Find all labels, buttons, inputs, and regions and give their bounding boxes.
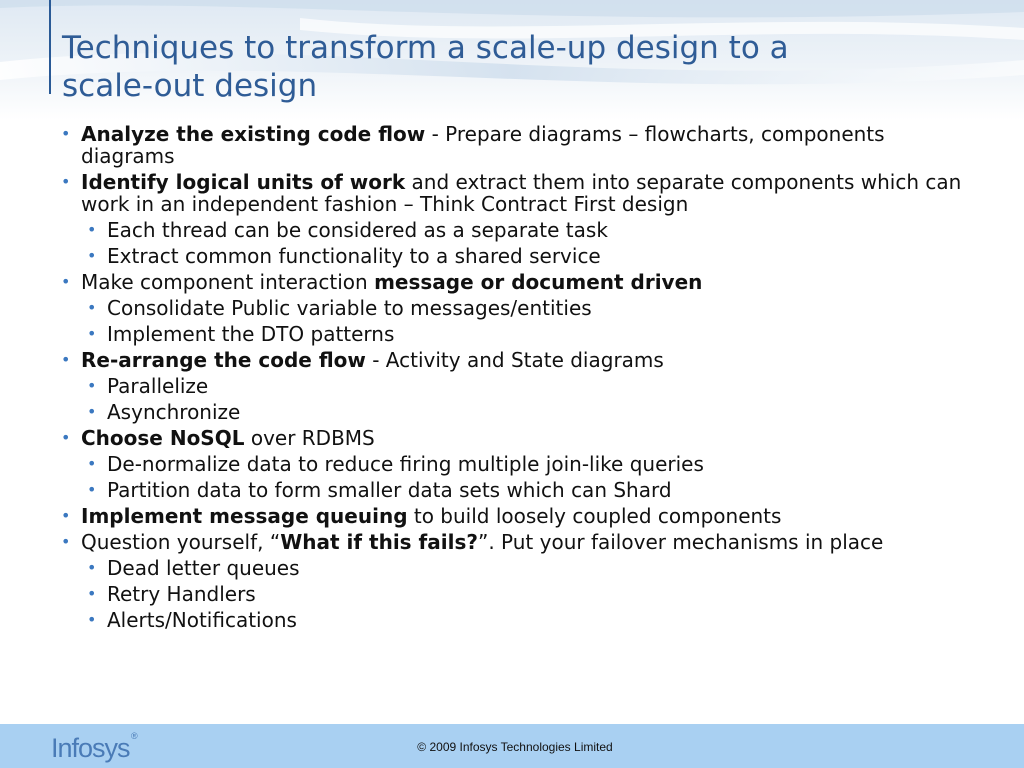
title-line-2: scale-out design: [62, 68, 318, 104]
copyright-text: © 2009 Infosys Technologies Limited: [417, 740, 613, 754]
item-text: Parallelize: [107, 374, 209, 398]
item-emphasis: Re-arrange the code flow: [81, 348, 366, 372]
bullet-icon: •: [61, 506, 71, 525]
item-text: - Activity and State diagrams: [365, 348, 664, 372]
list-item: [60, 169, 980, 217]
sub-list-item: [86, 399, 980, 425]
bullet-icon: •: [61, 272, 71, 291]
list-item: [60, 121, 980, 169]
infosys-logo: Infosys: [51, 733, 130, 763]
item-text: and extract them into separate components which can work in an independent fashion – Think Contract First design: [81, 170, 962, 216]
item-text: - Prepare diagrams – flowcharts, components diagrams: [81, 122, 885, 168]
slide-title: [62, 29, 962, 105]
list-item: [60, 269, 980, 295]
item-text: Implement the DTO patterns: [107, 322, 395, 346]
item-text: Dead letter queues: [107, 556, 300, 580]
bullet-icon: •: [87, 220, 97, 239]
bullet-icon: •: [87, 298, 97, 317]
item-text: to build loosely coupled components: [407, 504, 782, 528]
list-item: [60, 347, 980, 373]
bullet-icon: •: [87, 454, 97, 473]
item-text: De-normalize data to reduce firing multiple join-like queries: [107, 452, 704, 476]
bullet-icon: •: [61, 428, 71, 447]
header-vertical-rule: [49, 0, 51, 94]
list-item: [60, 425, 980, 451]
bullet-icon: •: [87, 246, 97, 265]
bullet-icon: •: [61, 124, 71, 143]
list-item: [60, 503, 980, 529]
item-emphasis: What if this fails?: [280, 530, 478, 554]
sub-list-item: [86, 581, 980, 607]
item-text: over RDBMS: [244, 426, 375, 450]
bullet-icon: •: [61, 532, 71, 551]
list-item: [60, 529, 980, 555]
bullet-icon: •: [61, 172, 71, 191]
item-text: ”. Put your failover mechanisms in place: [477, 530, 884, 554]
bullet-icon: •: [87, 610, 97, 629]
item-emphasis: Choose NoSQL: [81, 426, 245, 450]
bullet-icon: •: [87, 480, 97, 499]
bullet-icon: •: [87, 376, 97, 395]
bullet-icon: •: [61, 350, 71, 369]
sub-list-item: [86, 555, 980, 581]
sub-list-item: [86, 607, 980, 633]
bullet-icon: •: [87, 584, 97, 603]
sub-list-item: [86, 321, 980, 347]
item-text: Make component interaction: [81, 270, 375, 294]
item-emphasis: Implement message queuing: [81, 504, 408, 528]
item-text: Alerts/Notifications: [107, 608, 297, 632]
sub-list-item: [86, 217, 980, 243]
item-text: Question yourself, “: [81, 530, 281, 554]
title-line-1: Techniques to transform a scale-up design to a: [62, 30, 789, 66]
item-emphasis: Identify logical units of work: [81, 170, 406, 194]
sub-list-item: [86, 477, 980, 503]
item-text: Consolidate Public variable to messages/entities: [107, 296, 592, 320]
item-text: Asynchronize: [107, 400, 241, 424]
sub-list-item: [86, 295, 980, 321]
item-text: Retry Handlers: [107, 582, 256, 606]
item-text: Each thread can be considered as a separate task: [107, 218, 608, 242]
item-text: Partition data to form smaller data sets which can Shard: [107, 478, 672, 502]
sub-list-item: [86, 373, 980, 399]
item-emphasis: Analyze the existing code flow: [81, 122, 426, 146]
item-emphasis: message or document driven: [374, 270, 703, 294]
bullet-icon: •: [87, 324, 97, 343]
item-text: Extract common functionality to a shared service: [107, 244, 601, 268]
bullet-icon: •: [87, 558, 97, 577]
sub-list-item: [86, 451, 980, 477]
bullet-list: [60, 121, 980, 633]
bullet-icon: •: [87, 402, 97, 421]
registered-mark: ®: [131, 731, 138, 741]
sub-list-item: [86, 243, 980, 269]
